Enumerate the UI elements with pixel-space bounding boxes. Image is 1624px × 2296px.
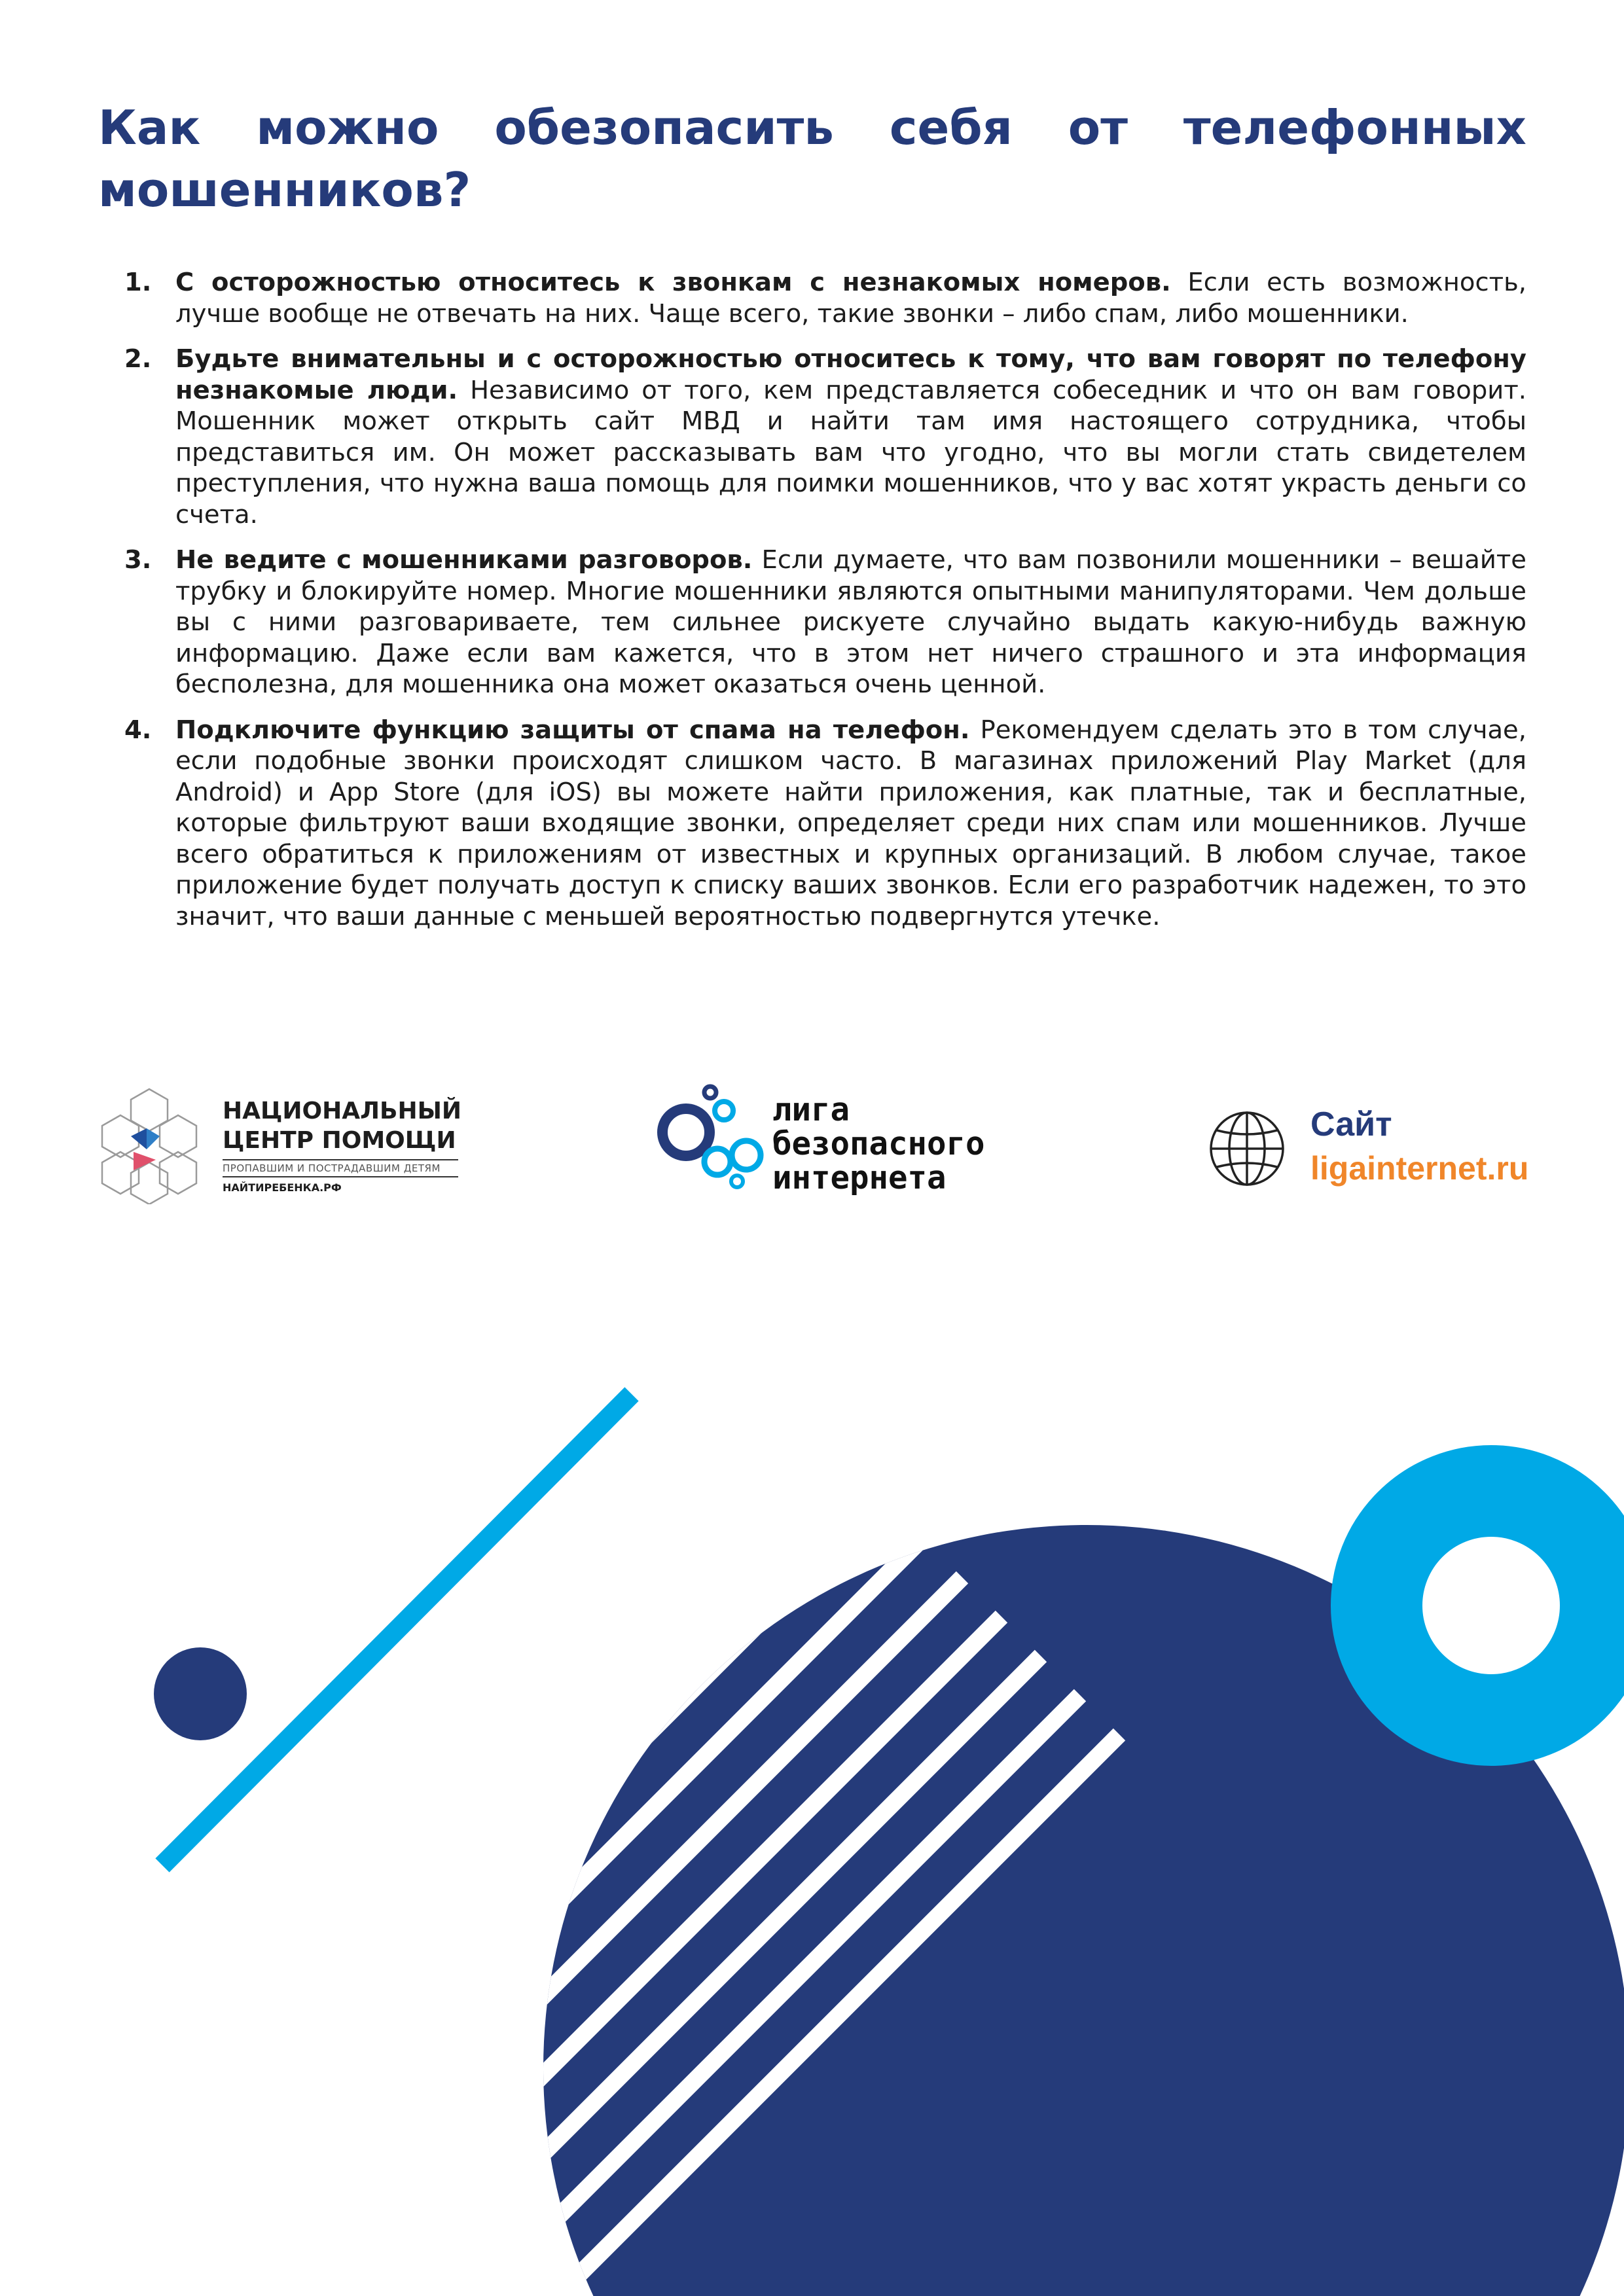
item-number: 4. — [124, 715, 152, 745]
ncp-site: НАЙТИРЕБЕНКА.РФ — [223, 1181, 342, 1194]
liga-logo-icon — [653, 1083, 765, 1201]
globe-icon — [1208, 1109, 1286, 1188]
item-number: 3. — [124, 545, 152, 575]
ncp-name-line1: НАЦИОНАЛЬНЫЙ — [223, 1098, 462, 1124]
cyan-ring — [1377, 1491, 1606, 1720]
diagonal-cyan-line — [162, 1394, 632, 1865]
list-item — [124, 267, 1526, 329]
ncp-logo-text — [223, 1096, 462, 1194]
ncp-name-line2: ЦЕНТР ПОМОЩИ — [223, 1127, 456, 1154]
item-lead: Не ведите с мошенниками разговоров. — [175, 545, 753, 575]
item-lead: С осторожностью относитесь к звонкам с незнакомых номеров. — [175, 268, 1171, 297]
item-lead: Подключите функцию защиты от спама на телефон. — [175, 715, 970, 745]
website-label: Сайт — [1310, 1105, 1392, 1143]
item-number: 2. — [124, 344, 152, 374]
tips-list — [124, 267, 1526, 946]
item-number: 1. — [124, 268, 152, 297]
list-item — [124, 715, 1526, 933]
page-title: Как можно обезопасить себя от телефонных мошенников? — [98, 100, 1526, 217]
liga-logo-text — [772, 1093, 985, 1195]
liga-line1: лига — [772, 1091, 850, 1128]
item-lead: Будьте внимательны и с осторожностью относитесь к тому, что вам говорят по телефону незнакомые люди. — [175, 344, 1526, 405]
item-text: Если есть возможность, лучше вообще не отвечать на них. Чаще всего, такие звонки – либо спам, либо мошенники. — [175, 268, 1527, 329]
liga-line2: безопасного — [772, 1125, 985, 1162]
ncp-logo-icon — [97, 1086, 202, 1204]
list-item — [124, 344, 1526, 530]
small-navy-circle — [154, 1647, 247, 1740]
item-text: Рекомендуем сделать это в том случае, если подобные звонки происходят слишком часто. В магазинах приложений Play Market (для Android) и App Store (для iOS) вы можете найти приложения, как платные, так и бесплатные, которые фильтруют ваши входящие звонки, определяет среди них спам или мошенников. Лучше всего обратиться к приложениям от известных и крупных организаций. В любом случае, такое приложение будет получать доступ к списку ваших звонков. Если его разработчик надежен, то это значит, что ваши данные с меньшей вероятностью подвергнутся утечке. — [175, 715, 1526, 931]
decorative-shapes — [0, 1361, 1624, 2296]
liga-line3: интернета — [772, 1159, 947, 1196]
ncp-subtitle: ПРОПАВШИМ И ПОСТРАДАВШИМ ДЕТЯМ — [223, 1159, 458, 1177]
item-text: Если думаете, что вам позвонили мошенники – вешайте трубку и блокируйте номер. Многие мошенники являются опытными манипуляторами. Чем дольше вы с ними разговариваете, тем сильнее рискуете случайно выдать какую-нибудь важную информацию. Даже если вам кажется, что в этом нет ничего страшного и эта информация бесполезна, для мошенника она может оказаться очень ценной. — [175, 545, 1526, 699]
list-item — [124, 545, 1526, 700]
website-link[interactable]: ligainternet.ru — [1310, 1150, 1529, 1187]
item-text: Независимо от того, кем представляется собеседник и что он вам говорит. Мошенник может открыть сайт МВД и найти там имя настоящего сотрудника, чтобы представиться им. Он может рассказывать вам что угодно, что вы могли стать свидетелем преступления, что нужна ваша помощь для поимки мошенников, что у вас хотят украсть деньги со счета. — [175, 375, 1526, 529]
